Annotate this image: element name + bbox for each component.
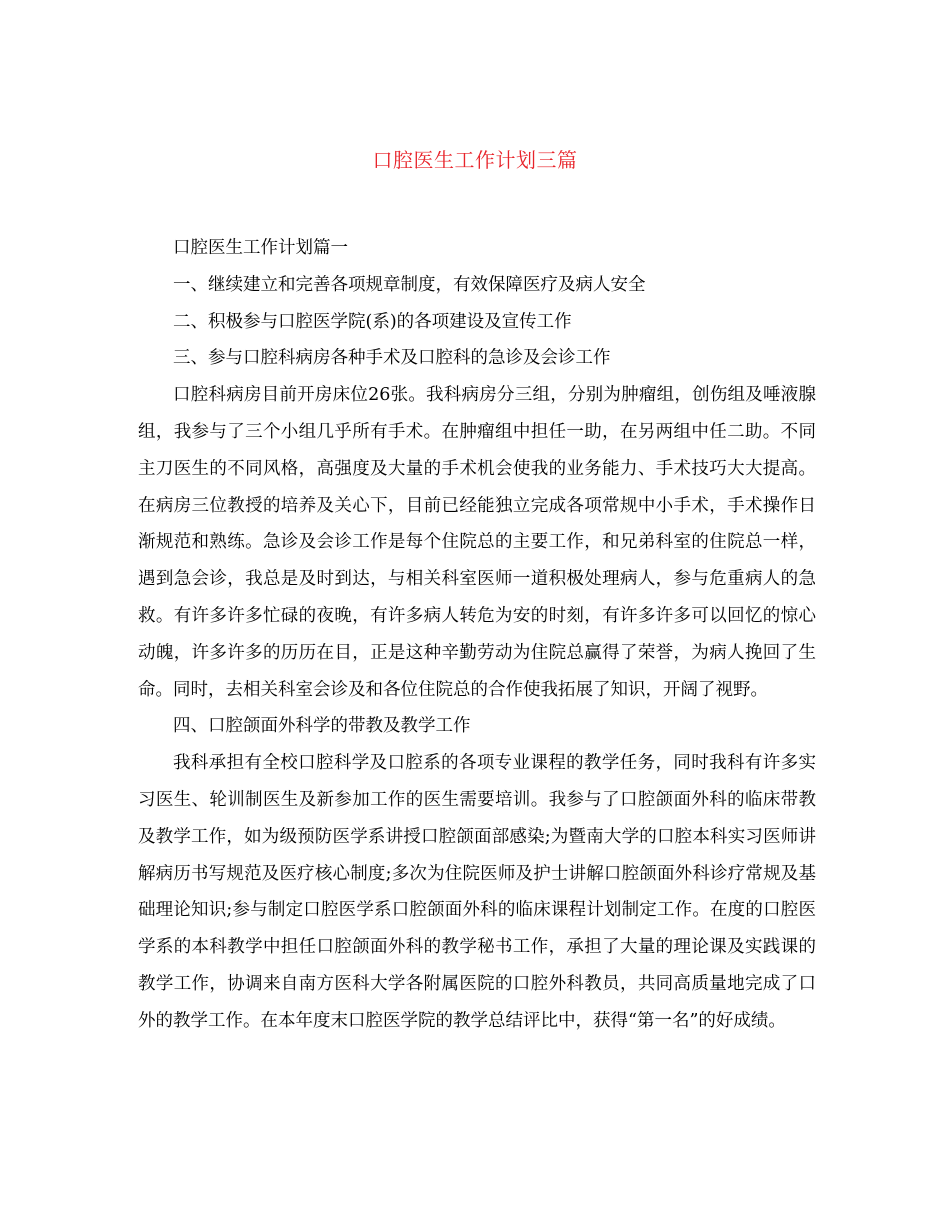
- document-body: [138, 230, 816, 1040]
- document-title: 口腔医生工作计划三篇: [372, 148, 578, 172]
- item-one-heading: 一、继续建立和完善各项规章制度，有效保障医疗及病人安全: [173, 274, 646, 295]
- section-heading-plan-one: 口腔医生工作计划篇一: [173, 238, 348, 258]
- item-two-heading: 二、积极参与口腔医学院(系)的各项建设及宣传工作: [173, 311, 572, 332]
- ward-work-paragraph: 口腔科病房目前开房床位26张。我科病房分三组，分别为肿瘤组，创伤组及唾液腺组，我参与了三个小组几乎所有手术。在肿瘤组中担任一助，在另两组中任二助。不同主刀医生的不同风格，高强度及大量的手术机会使我的业务能力、手术技巧大大提高。在病房三位教授的培养及关心下，目前已经能独立完成各项常规中小手术，手术操作日渐规范和熟练。急诊及会诊工作是每个住院总的主要工作，和兄弟科室的住院总一样，遇到急会诊，我总是及时到达，与相关科室医师一道积极处理病人，参与危重病人的急救。有许多许多忙碌的夜晚，有许多病人转危为安的时刻，有许多许多可以回忆的惊心动魄，许多许多的历历在目，正是这种辛勤劳动为住院总赢得了荣誉，为病人挽回了生命。同时，去相关科室会诊及和各位住院总的合作使我拓展了知识，开阔了视野。: [138, 385, 816, 700]
- item-three-heading: 三、参与口腔科病房各种手术及口腔科的急诊及会诊工作: [173, 348, 611, 369]
- teaching-work-paragraph: 我科承担有全校口腔科学及口腔系的各项专业课程的教学任务，同时我科有许多实习医生、轮训制医生及新参加工作的医生需要培训。我参与了口腔颌面外科的临床带教及教学工作，如为级预防医学系讲授口腔颌面部感染;为暨南大学的口腔本科实习医师讲解病历书写规范及医疗核心制度;多次为住院医师及护士讲解口腔颌面外科诊疗常规及基础理论知识;参与制定口腔医学系口腔颌面外科的临床课程计划制定工作。在度的口腔医学系的本科教学中担任口腔颌面外科的教学秘书工作，承担了大量的理论课及实践课的教学工作，协调来自南方医科大学各附属医院的口腔外科教员，共同高质量地完成了口外的教学工作。在本年度末口腔医学院的教学总结评比中，获得“第一名”的好成绩。: [138, 753, 816, 1031]
- item-four-heading: 四、口腔颌面外科学的带教及教学工作: [173, 716, 471, 737]
